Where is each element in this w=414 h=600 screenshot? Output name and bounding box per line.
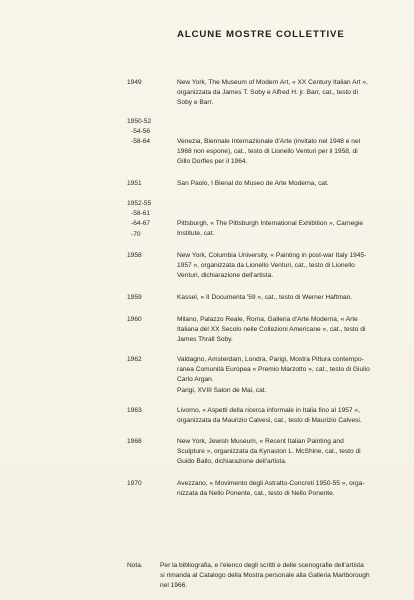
note-line: nel 1966. — [160, 582, 188, 590]
year-line: -58-61 — [131, 210, 151, 218]
year-line: -54-56 — [131, 128, 151, 136]
desc-line: Italiana del XX Secolo nelle Collezioni Americane », cat., testo di — [177, 326, 366, 334]
entry-years — [127, 355, 171, 365]
entry-description — [177, 219, 393, 239]
year-line: 1958 — [127, 252, 142, 259]
entry-years — [127, 117, 171, 148]
desc-line: San Paolo, I Bienal do Museo de Arte Moderna, cat. — [177, 180, 329, 187]
desc-line: New York, Jewish Museum, « Recent Italian Painting and — [177, 438, 344, 445]
entry-years — [127, 179, 171, 189]
entry-description — [177, 251, 393, 282]
desc-line: Parigi, XVIII Salon de Mai, cat. — [177, 386, 267, 394]
entry-description — [177, 78, 393, 109]
year-line: 1963 — [127, 407, 142, 414]
year-line: 1952-55 — [127, 200, 152, 207]
year-line: 1959 — [127, 294, 142, 301]
note-line: si rimanda al Catalogo della Mostra personale alla Galleria Marlborough — [160, 572, 370, 580]
note-text — [160, 561, 396, 592]
entry-description — [177, 293, 393, 303]
year-line: 1968 — [127, 438, 142, 445]
year-line: -64-67 — [131, 220, 151, 228]
desc-line: Carlo Argan. — [177, 376, 214, 384]
entry-description — [177, 315, 393, 346]
year-line: 1970 — [127, 480, 142, 487]
note-label: Nota. — [127, 562, 143, 569]
year-line: 1962 — [127, 356, 142, 363]
desc-line: organizzata da James T. Soby e Alfred H. jr. Barr, cat., testo di — [177, 89, 358, 97]
year-line: 1949 — [127, 79, 142, 86]
entry-years — [127, 78, 171, 88]
entry-description — [177, 355, 393, 396]
year-line: -58-64 — [131, 138, 151, 146]
desc-line: nizzata da Nello Ponente, cat., testo di Nello Ponente. — [177, 490, 335, 498]
desc-line: Guido Ballo, dichiarazione dell'artista. — [177, 458, 287, 466]
desc-line: organizzata da Maurizio Calvesi, cat., testo di Maurizio Calvesi. — [177, 417, 362, 425]
entry-years — [127, 437, 171, 447]
desc-line: Soby e Barr. — [177, 99, 214, 107]
desc-line: Kassel, « II Documenta '59 », cat., testo di Werner Haftman. — [177, 294, 353, 301]
entry-description — [177, 437, 393, 468]
entry-years — [127, 315, 171, 325]
desc-line: Valdagno, Amsterdam, Londra, Parigi, Mostra Pittura contempo- — [177, 356, 364, 363]
desc-line: New York, The Museum of Modern Art, « XX Century Italian Art », — [177, 79, 368, 86]
entry-description — [177, 137, 393, 168]
entry-years — [127, 406, 171, 416]
entry-description — [177, 479, 393, 499]
desc-line: Avezzano, « Movimento degli Astratto-Concreti 1950-55 », orga- — [177, 480, 365, 487]
desc-line: Venezia, Biennale Internazionale d'Arte (invitato nel 1948 e nel — [177, 138, 361, 145]
year-line: 1960 — [127, 316, 142, 323]
entry-description — [177, 406, 393, 426]
year-line: -70 — [131, 230, 141, 238]
desc-line: James Thrall Soby. — [177, 336, 233, 344]
entry-years — [127, 479, 171, 489]
desc-line: ranea Comunità Europea « Premio Marzotto », cat., testo di Giulio — [177, 366, 370, 374]
desc-line: 1957 », organizzata da Lionello Venturi, cat., testo di Lionello — [177, 262, 355, 270]
desc-line: Gillo Dorfles per il 1964. — [177, 158, 248, 166]
desc-line: New York, Columbia University, « Painting in post-war Italy 1945- — [177, 252, 367, 259]
desc-line: Institute, cat. — [177, 230, 215, 238]
year-line: 1951 — [127, 180, 142, 187]
entry-years — [127, 199, 171, 240]
note-line: Per la bibliografia, e l'elenco degli scritti e delle scenografie dell'artista — [160, 562, 364, 569]
desc-line: Sculpture », organizzata da Kynaston L. McShine, cat., testo di — [177, 448, 361, 456]
desc-line: Livorno, « Aspetti della ricerca informale in Italia fino al 1957 », — [177, 407, 360, 414]
entry-years — [127, 251, 171, 261]
entry-years — [127, 293, 171, 303]
desc-line: Milano, Palazzo Reale, Roma, Galleria d'Arte Moderna, « Arte — [177, 316, 358, 323]
desc-line: Pittsburgh, « The Pittsburgh International Exhibition », Carnegie — [177, 220, 364, 227]
page-title: ALCUNE MOSTRE COLLETTIVE — [177, 29, 345, 40]
desc-line: Venturi, dichiarazione dell'artista. — [177, 272, 274, 280]
entry-description — [177, 179, 393, 189]
desc-line: 1968 non espone), cat., testo di Lionello Venturi per il 1958, di — [177, 148, 358, 156]
year-line: 1950-52 — [127, 118, 152, 125]
